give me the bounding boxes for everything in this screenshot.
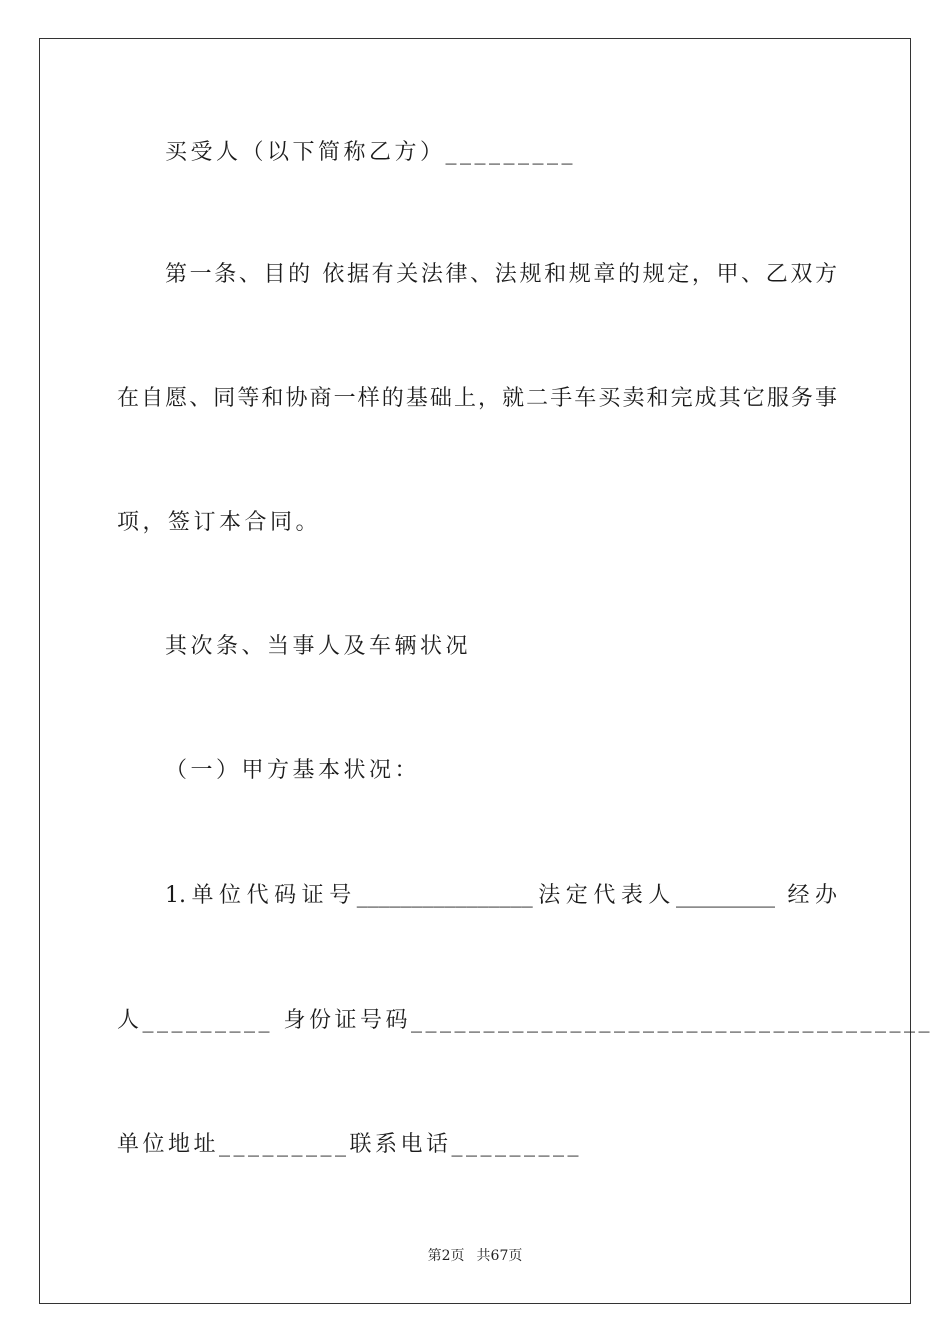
article-two-heading: 其次条、当事人及车辆状况	[165, 634, 472, 659]
party-a-heading: （一）甲方基本状况：	[165, 758, 421, 783]
article-one-line-3: 项，签订本合同。	[117, 510, 322, 535]
page-number: 第2页	[427, 1248, 465, 1264]
buyer-line: 买受人（以下简称乙方）_________	[165, 140, 577, 165]
party-a-line-2: 人_________ 身份证号码____________________________________	[117, 1008, 933, 1033]
page-footer	[0, 1247, 950, 1265]
article-one-line-1: 第一条、目的 依据有关法律、法规和规章的规定，甲、乙双方	[165, 262, 837, 287]
party-a-line-3: 单位地址_________联系电话_________	[117, 1132, 583, 1157]
article-one-line-2: 在自愿、同等和协商一样的基础上，就二手车买卖和完成其它服务事	[117, 386, 837, 411]
page-border	[39, 38, 933, 1304]
party-a-line-1: 1.单位代码证号________________法定代表人_________ 经办	[165, 883, 837, 908]
page-total: 共67页	[476, 1248, 523, 1264]
